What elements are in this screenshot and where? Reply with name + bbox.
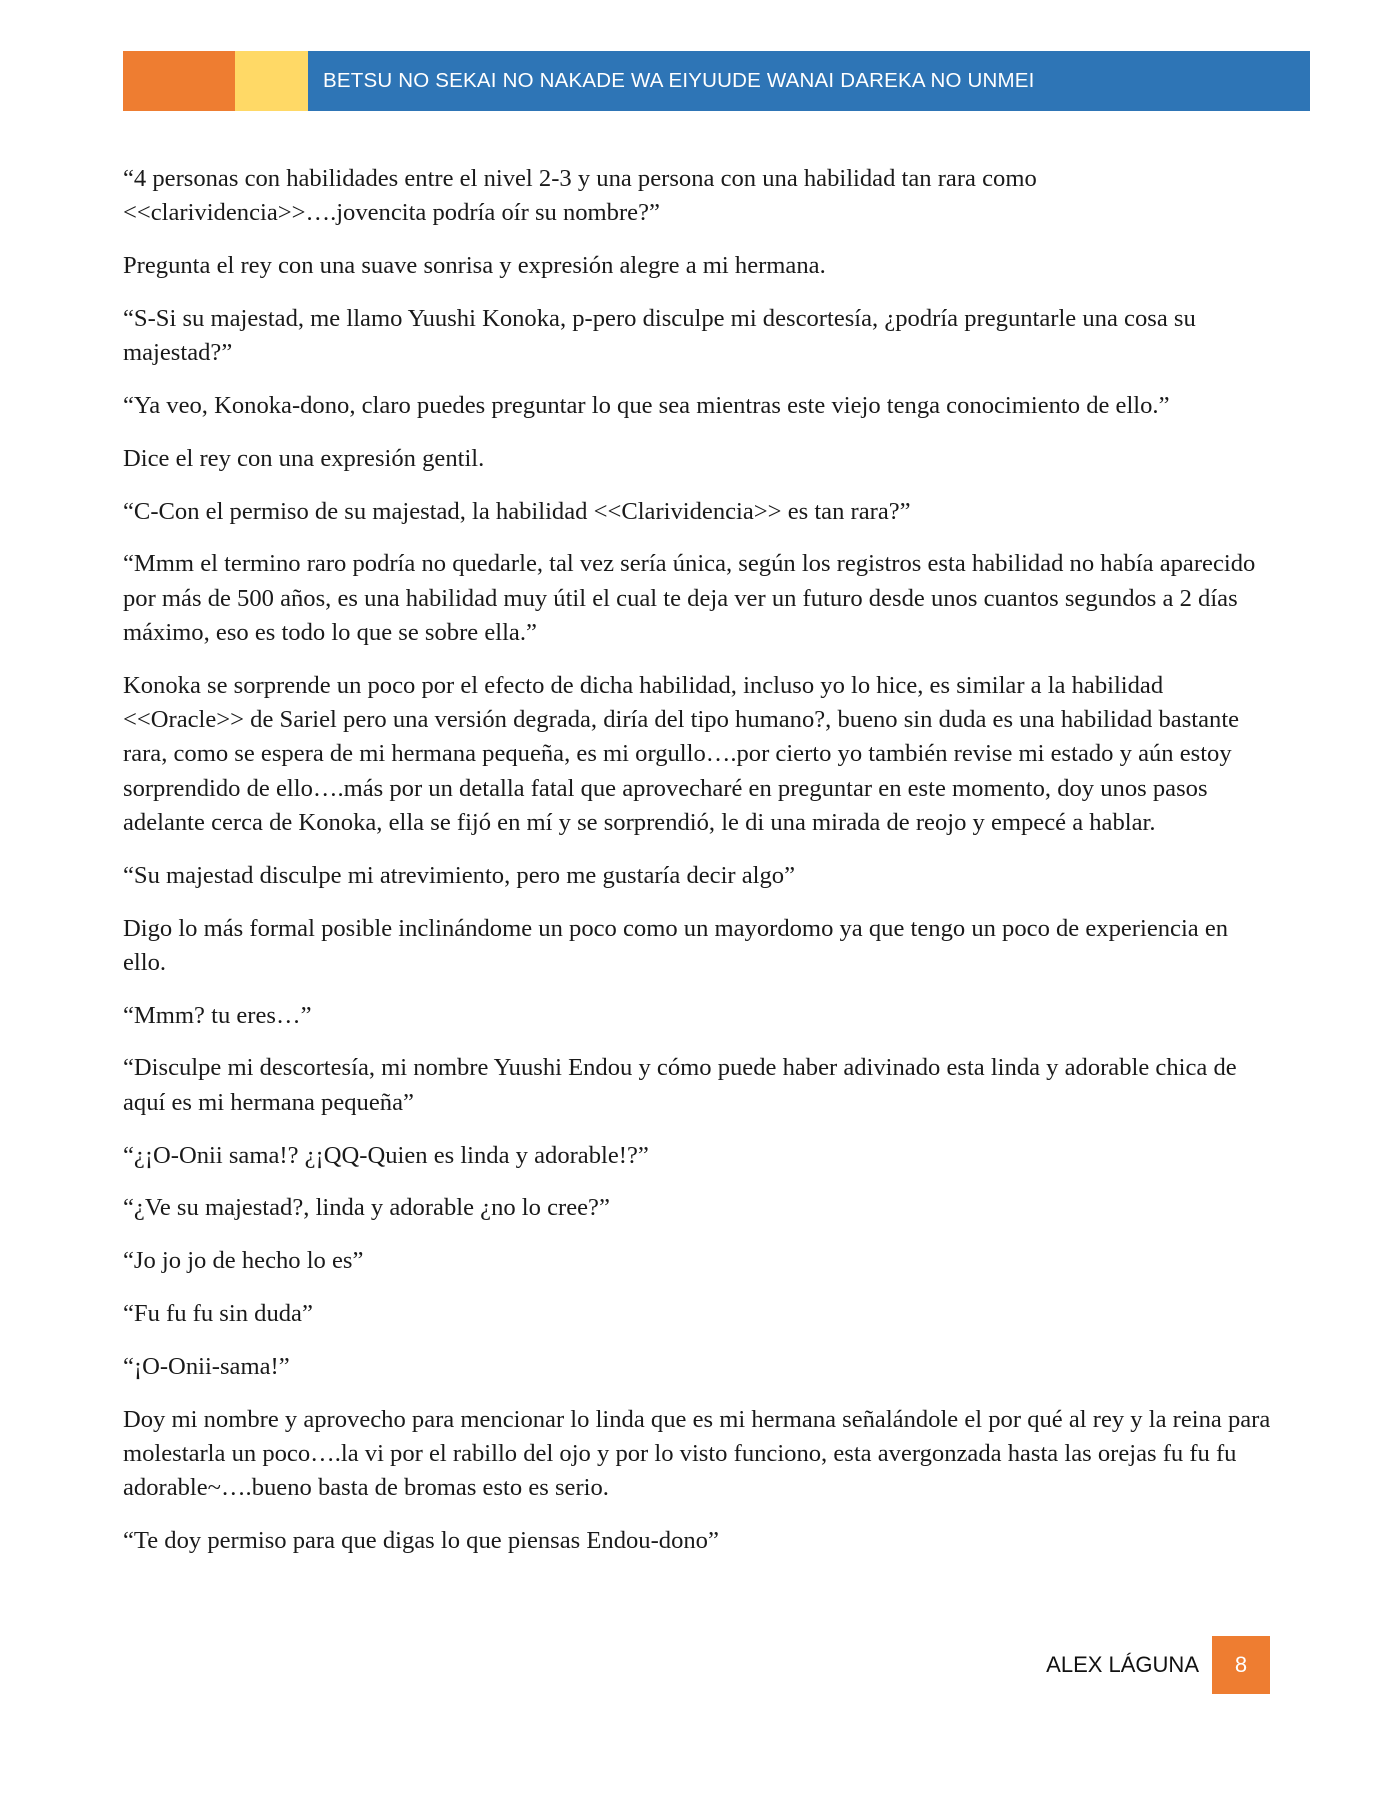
paragraph: “Jo jo jo de hecho lo es” bbox=[123, 1247, 364, 1275]
paragraph: “4 personas con habilidades entre el nivel 2-3 y una persona con una habilidad tan rara como <<clarividencia>>….jovencita podría oír su nombre?” bbox=[123, 165, 1037, 227]
paragraph: Dice el rey con una expresión gentil. bbox=[123, 444, 485, 472]
paragraph: Konoka se sorprende un poco por el efecto de dicha habilidad, incluso yo lo hice, es similar a la habilidad <<Oracle>> de Sariel pero una versión degrada, diría del tipo humano?, bueno sin duda es una habilidad bastante rara, como se espera de mi hermana pequeña, es mi orgullo….por cierto yo también revise mi estado y aún estoy sorprendido de ello….más por un detalla fatal que aprovecharé en preguntar en este momento, doy unos pasos adelante cerca de Konoka, ella se fijó en mí y se sorprendió, le di una mirada de reojo y empecé a hablar. bbox=[123, 671, 1240, 836]
header-yellow-block bbox=[235, 51, 308, 111]
paragraph: “Disculpe mi descortesía, mi nombre Yuushi Endou y cómo puede haber adivinado esta linda y adorable chica de aquí es mi hermana pequeña” bbox=[123, 1054, 1237, 1116]
paragraph: “C-Con el permiso de su majestad, la habilidad <<Clarividencia>> es tan rara?” bbox=[123, 497, 911, 525]
paragraph: Pregunta el rey con una suave sonrisa y expresión alegre a mi hermana. bbox=[123, 252, 826, 280]
paragraph: “Su majestad disculpe mi atrevimiento, pero me gustaría decir algo” bbox=[123, 861, 796, 889]
page-footer bbox=[1000, 1636, 1270, 1694]
paragraph: “Te doy permiso para que digas lo que piensas Endou-dono” bbox=[123, 1526, 719, 1554]
body-text bbox=[123, 162, 1273, 1577]
footer-author: ALEX LÁGUNA bbox=[1046, 1652, 1199, 1677]
paragraph: “Ya veo, Konoka-dono, claro puedes preguntar lo que sea mientras este viejo tenga conocimiento de ello.” bbox=[123, 391, 1170, 419]
paragraph: “S-Si su majestad, me llamo Yuushi Konoka, p-pero disculpe mi descortesía, ¿podría preguntarle una cosa su majestad?” bbox=[123, 304, 1196, 367]
header-title: BETSU NO SEKAI NO NAKADE WA EIYUUDE WANAI DAREKA NO UNMEI bbox=[323, 69, 1035, 92]
paragraph: Doy mi nombre y aprovecho para mencionar lo linda que es mi hermana señalándole el por qué al rey y la reina para molestarla un poco….la vi por el rabillo del ojo y por lo visto funciono, esta avergonzada hasta las orejas fu fu fu adorable~….bueno basta de bromas esto es serio. bbox=[123, 1405, 1271, 1502]
paragraph: “¿Ve su majestad?, linda y adorable ¿no lo cree?” bbox=[123, 1194, 610, 1222]
paragraph: “Mmm? tu eres…” bbox=[123, 1001, 312, 1029]
paragraph: “¡O-Onii-sama!” bbox=[123, 1352, 290, 1380]
paragraph: “Mmm el termino raro podría no quedarle, tal vez sería única, según los registros esta habilidad no había aparecido por más de 500 años, es una habilidad muy útil el cual te deja ver un futuro desde unos cuantos segundos a 2 días máximo, eso es todo lo que se sobre ella.” bbox=[123, 550, 1256, 646]
header-orange-block bbox=[123, 51, 235, 111]
header-title-bar bbox=[308, 51, 1310, 111]
paragraph: “¿¡O-Onii sama!? ¿¡QQ-Quien es linda y adorable!?” bbox=[123, 1141, 649, 1169]
page-number-badge: 8 bbox=[1212, 1636, 1270, 1694]
page-header bbox=[123, 51, 1310, 111]
paragraph: “Fu fu fu sin duda” bbox=[123, 1299, 313, 1327]
paragraph: Digo lo más formal posible inclinándome un poco como un mayordomo ya que tengo un poco de experiencia en ello. bbox=[123, 914, 1229, 976]
